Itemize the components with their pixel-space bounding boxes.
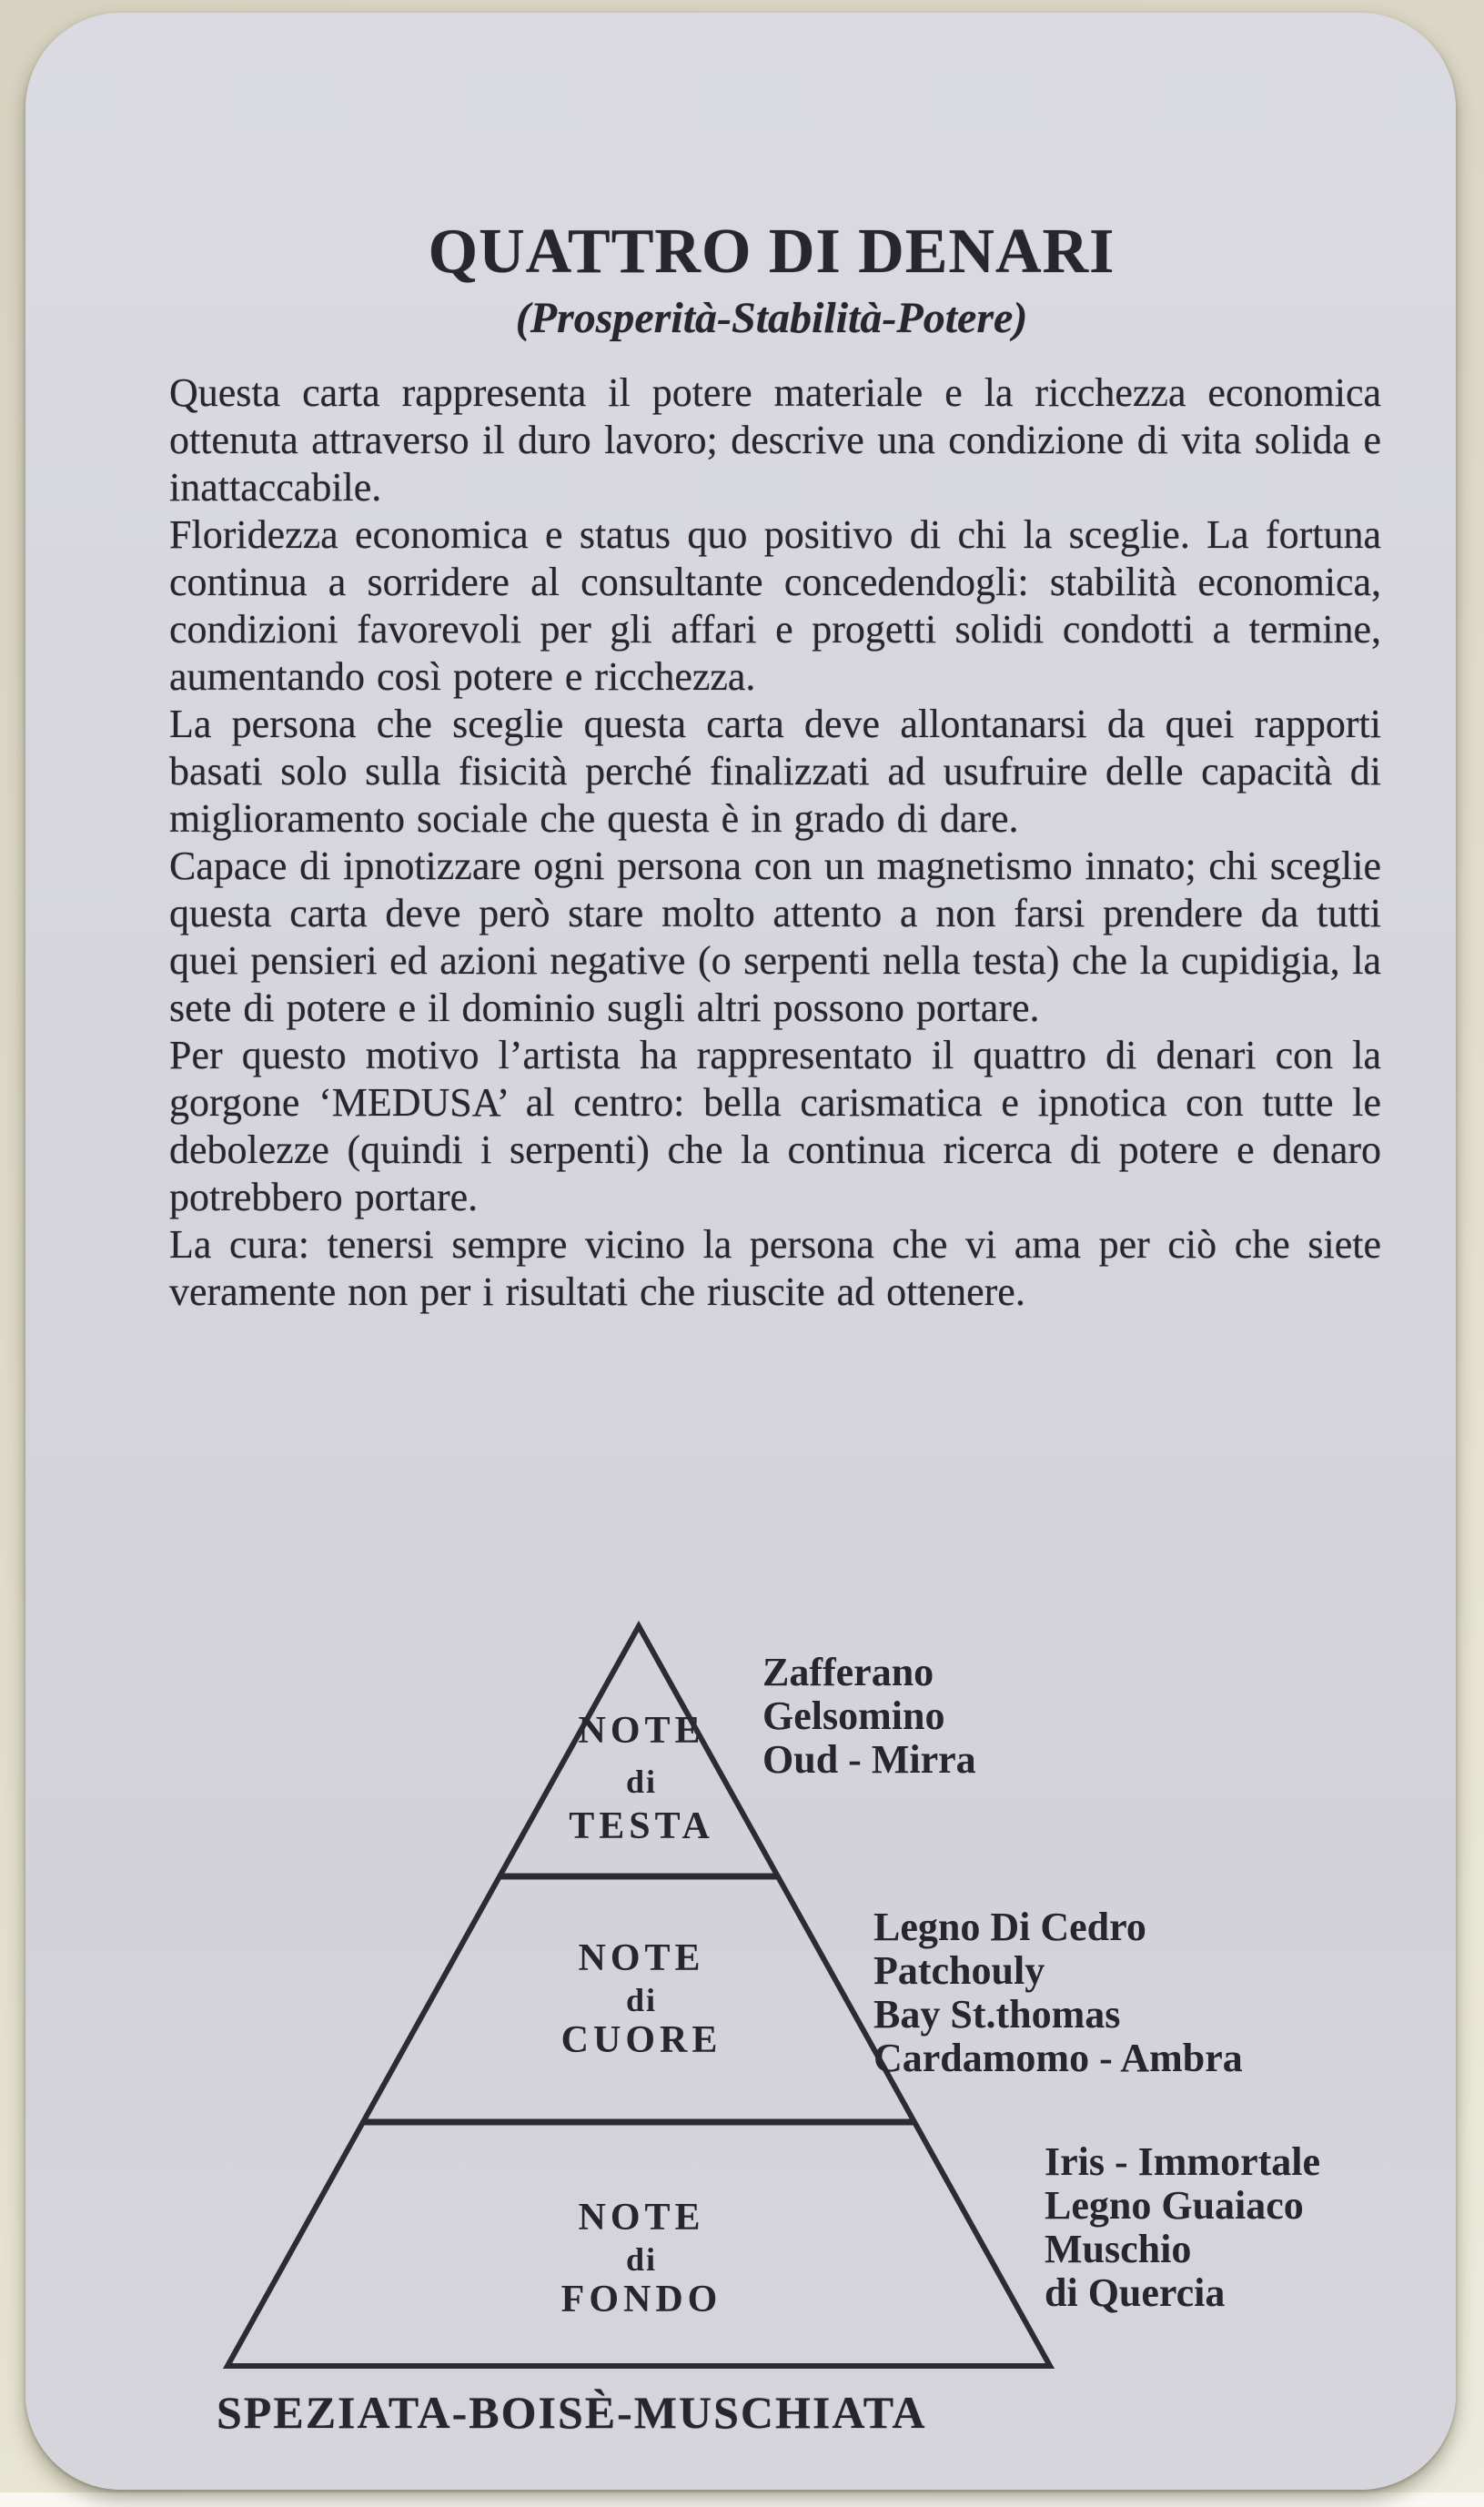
top-note-item: Zafferano	[762, 1650, 934, 1694]
pyramid-level-cuore-label: NOTE	[578, 1937, 705, 1979]
description-paragraph-1: Questa carta rappresenta il potere materiale e la ricchezza economica ottenuta attraverso il duro lavoro; descrive una condizione di vita solida e inattaccabile.	[169, 370, 1381, 510]
base-note-item: Iris - Immortale	[1045, 2139, 1321, 2184]
heart-note-item: Cardamomo - Ambra	[873, 2036, 1243, 2080]
pyramid-level-testa-label: di	[625, 1764, 658, 1800]
base-note-item: Legno Guaiaco	[1045, 2183, 1304, 2228]
pyramid-level-cuore-label: di	[625, 1982, 658, 2018]
heart-note-item: Patchouly	[873, 1948, 1045, 1993]
description-paragraph-4: Capace di ipnotizzare ogni persona con un magnetismo innato; chi sceglie questa carta deve però stare molto attento a non farsi prendere da tutti quei pensieri ed azioni negative (o serpenti nella testa) che la cupidigia, la sete di potere e il dominio sugli altri possono portare.	[169, 844, 1381, 1030]
heart-note-item: Bay St.thomas	[873, 1992, 1121, 2037]
card-description	[169, 369, 1381, 1316]
pyramid-level-fondo-label: NOTE	[578, 2197, 705, 2239]
fragrance-family-label: SPEZIATA-BOISÈ-MUSCHIATA	[217, 2387, 927, 2438]
base-note-item: di Quercia	[1045, 2270, 1226, 2315]
top-note-item: Oud - Mirra	[762, 1737, 976, 1782]
pyramid-level-fondo-label: FONDO	[560, 2279, 722, 2320]
heart-note-item: Legno Di Cedro	[873, 1905, 1146, 1949]
card-title: QUATTRO DI DENARI	[428, 217, 1116, 287]
description-paragraph-3: La persona che sceglie questa carta deve allontanarsi da quei rapporti basati solo sulla fisicità perché finalizzati ad usufruire delle capacità di miglioramento sociale che questa è in grado di dare.	[169, 702, 1381, 841]
description-paragraph-5: Per questo motivo l’artista ha rappresentato il quattro di denari con la gorgone ‘MEDUSA’ al centro: bella carismatica e ipnotica con tutte le debolezze (quindi i serpenti) che la continua ricerca di potere e denaro potrebbero portare.	[169, 1033, 1381, 1219]
pyramid-level-testa-label: NOTE	[578, 1710, 705, 1752]
fragrance-pyramid-diagram	[0, 1583, 1484, 2507]
top-note-item: Gelsomino	[762, 1693, 945, 1738]
base-note-item: Muschio	[1045, 2227, 1192, 2271]
description-paragraph-6: La cura: tenersi sempre vicino la persona che vi ama per ciò che siete veramente non per i risultati che riuscite ad ottenere.	[169, 1222, 1381, 1314]
card-subtitle: (Prosperità-Stabilità-Potere)	[515, 294, 1028, 342]
pyramid-level-testa-label: TESTA	[569, 1805, 714, 1847]
description-paragraph-2: Floridezza economica e status quo positivo di chi la sceglie. La fortuna continua a sorridere al consultante concedendogli: stabilità economica, condizioni favorevoli per gli affari e progetti solidi condotti a termine, aumentando così potere e ricchezza.	[169, 512, 1381, 699]
pyramid-level-cuore-label: CUORE	[560, 2019, 722, 2061]
pyramid-level-fondo-label: di	[625, 2241, 658, 2278]
